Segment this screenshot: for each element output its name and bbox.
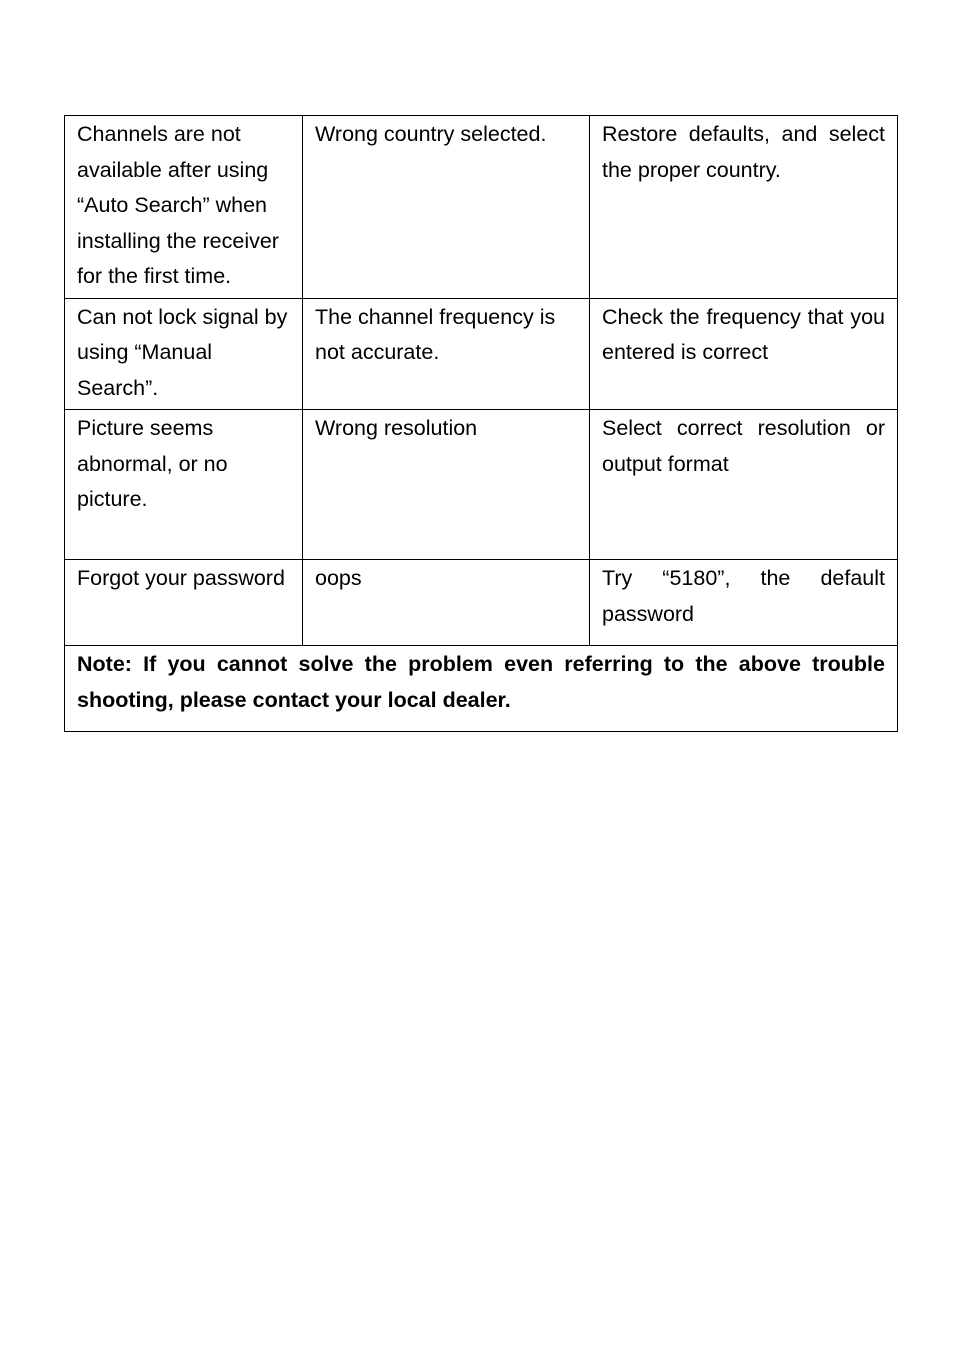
- note-text: Note: If you cannot solve the problem even referring to the above trouble shooting, please contact your local dealer.: [65, 646, 898, 732]
- problem-cell: Forgot your password: [65, 560, 303, 646]
- problem-cell: Channels are not available after using “Auto Search” when installing the receiver for the first time.: [65, 116, 303, 299]
- troubleshooting-table: [64, 115, 898, 732]
- note-row: [65, 646, 898, 732]
- cause-cell: Wrong resolution: [303, 410, 590, 560]
- cause-cell: The channel frequency is not accurate.: [303, 298, 590, 410]
- cause-cell: Wrong country selected.: [303, 116, 590, 299]
- solution-cell: Check the frequency that you entered is correct: [590, 298, 898, 410]
- cause-cell: oops: [303, 560, 590, 646]
- problem-cell: Picture seems abnormal, or no picture.: [65, 410, 303, 560]
- table-row: [65, 298, 898, 410]
- table-row: [65, 560, 898, 646]
- problem-cell: Can not lock signal by using “Manual Search”.: [65, 298, 303, 410]
- table-row: [65, 410, 898, 560]
- solution-cell: Restore defaults, and select the proper country.: [590, 116, 898, 299]
- table-row: [65, 116, 898, 299]
- solution-cell: Try “5180”, the default password: [590, 560, 898, 646]
- solution-cell: Select correct resolution or output format: [590, 410, 898, 560]
